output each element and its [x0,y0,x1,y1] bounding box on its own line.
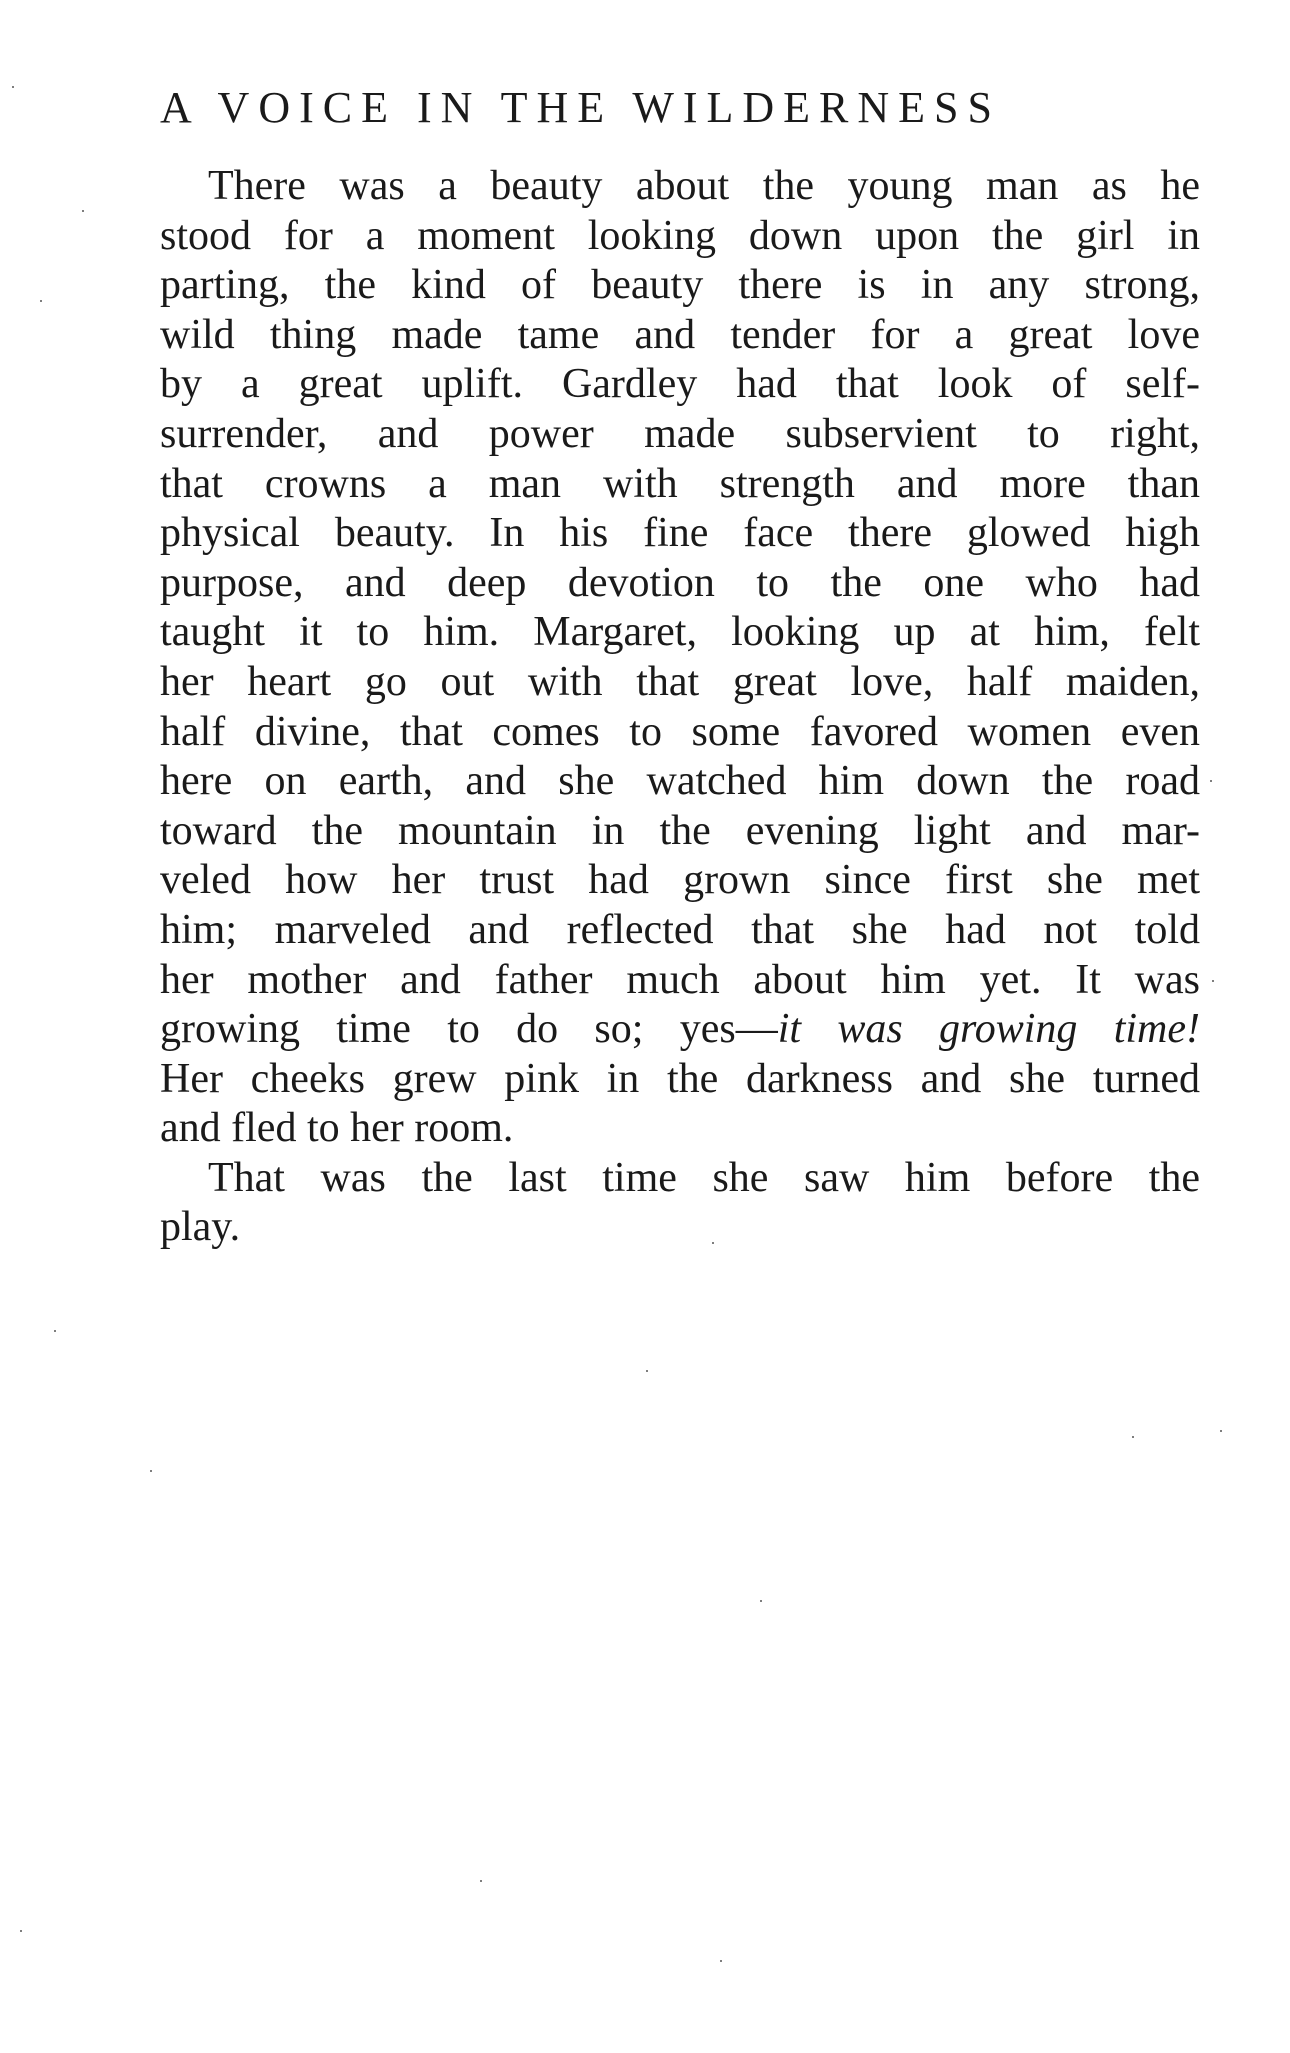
text-line: her heart go out with that great love, half maiden, [160,658,1200,705]
paper-speck [82,210,84,212]
text-line: That was the last time she saw him before the [208,1154,1200,1201]
text-line-prefix: growing time to do so; yes— [160,1006,778,1053]
text-line: wild thing made tame and tender for a great love [160,311,1200,358]
text-line: him; marveled and reflected that she had not told [160,906,1200,953]
text-line: stood for a moment looking down upon the girl in [160,212,1200,259]
text-line: play. [160,1204,241,1251]
paper-speck [646,1370,648,1372]
page-body [160,162,1200,1253]
paper-speck [54,1330,56,1332]
text-line: surrender, and power made subservient to right, [160,410,1200,457]
text-line: veled how her trust had grown since first she met [160,857,1200,904]
text-line: taught it to him. Margaret, looking up at him, felt [160,609,1200,656]
paper-speck [1132,1436,1134,1438]
paragraph-2 [160,1154,1200,1253]
text-line: toward the mountain in the evening light and mar- [160,807,1200,854]
paper-speck [1210,780,1212,782]
text-line: half divine, that comes to some favored women even [160,708,1200,755]
paper-speck [720,1960,722,1962]
text-line: her mother and father much about him yet. It was [160,956,1200,1003]
paper-speck [40,300,42,302]
text-line: that crowns a man with strength and more than [160,460,1200,507]
text-line: by a great uplift. Gardley had that look of self- [160,361,1200,408]
paper-speck [12,86,14,88]
paper-speck [150,1470,152,1472]
paper-speck [712,1242,714,1244]
paper-speck [760,1600,762,1602]
running-title: A VOICE IN THE WILDERNESS [160,83,1001,132]
paragraph-1 [160,162,1200,1154]
text-line-mixed [160,1005,1200,1055]
italic-phrase: it was growing time! [777,1006,1200,1053]
text-line: purpose, and deep devotion to the one who had [160,559,1200,606]
paper-speck [480,1880,482,1882]
paper-speck [1212,980,1214,982]
paper-speck [1220,1430,1222,1432]
text-line: and fled to her room. [160,1105,514,1152]
text-line: parting, the kind of beauty there is in any strong, [160,262,1200,309]
text-line: Her cheeks grew pink in the darkness and she turned [160,1055,1200,1102]
paper-speck [20,1930,22,1932]
text-line: There was a beauty about the young man as he [208,163,1200,209]
text-line: physical beauty. In his fine face there glowed high [160,510,1200,557]
text-line: here on earth, and she watched him down the road [160,758,1200,805]
